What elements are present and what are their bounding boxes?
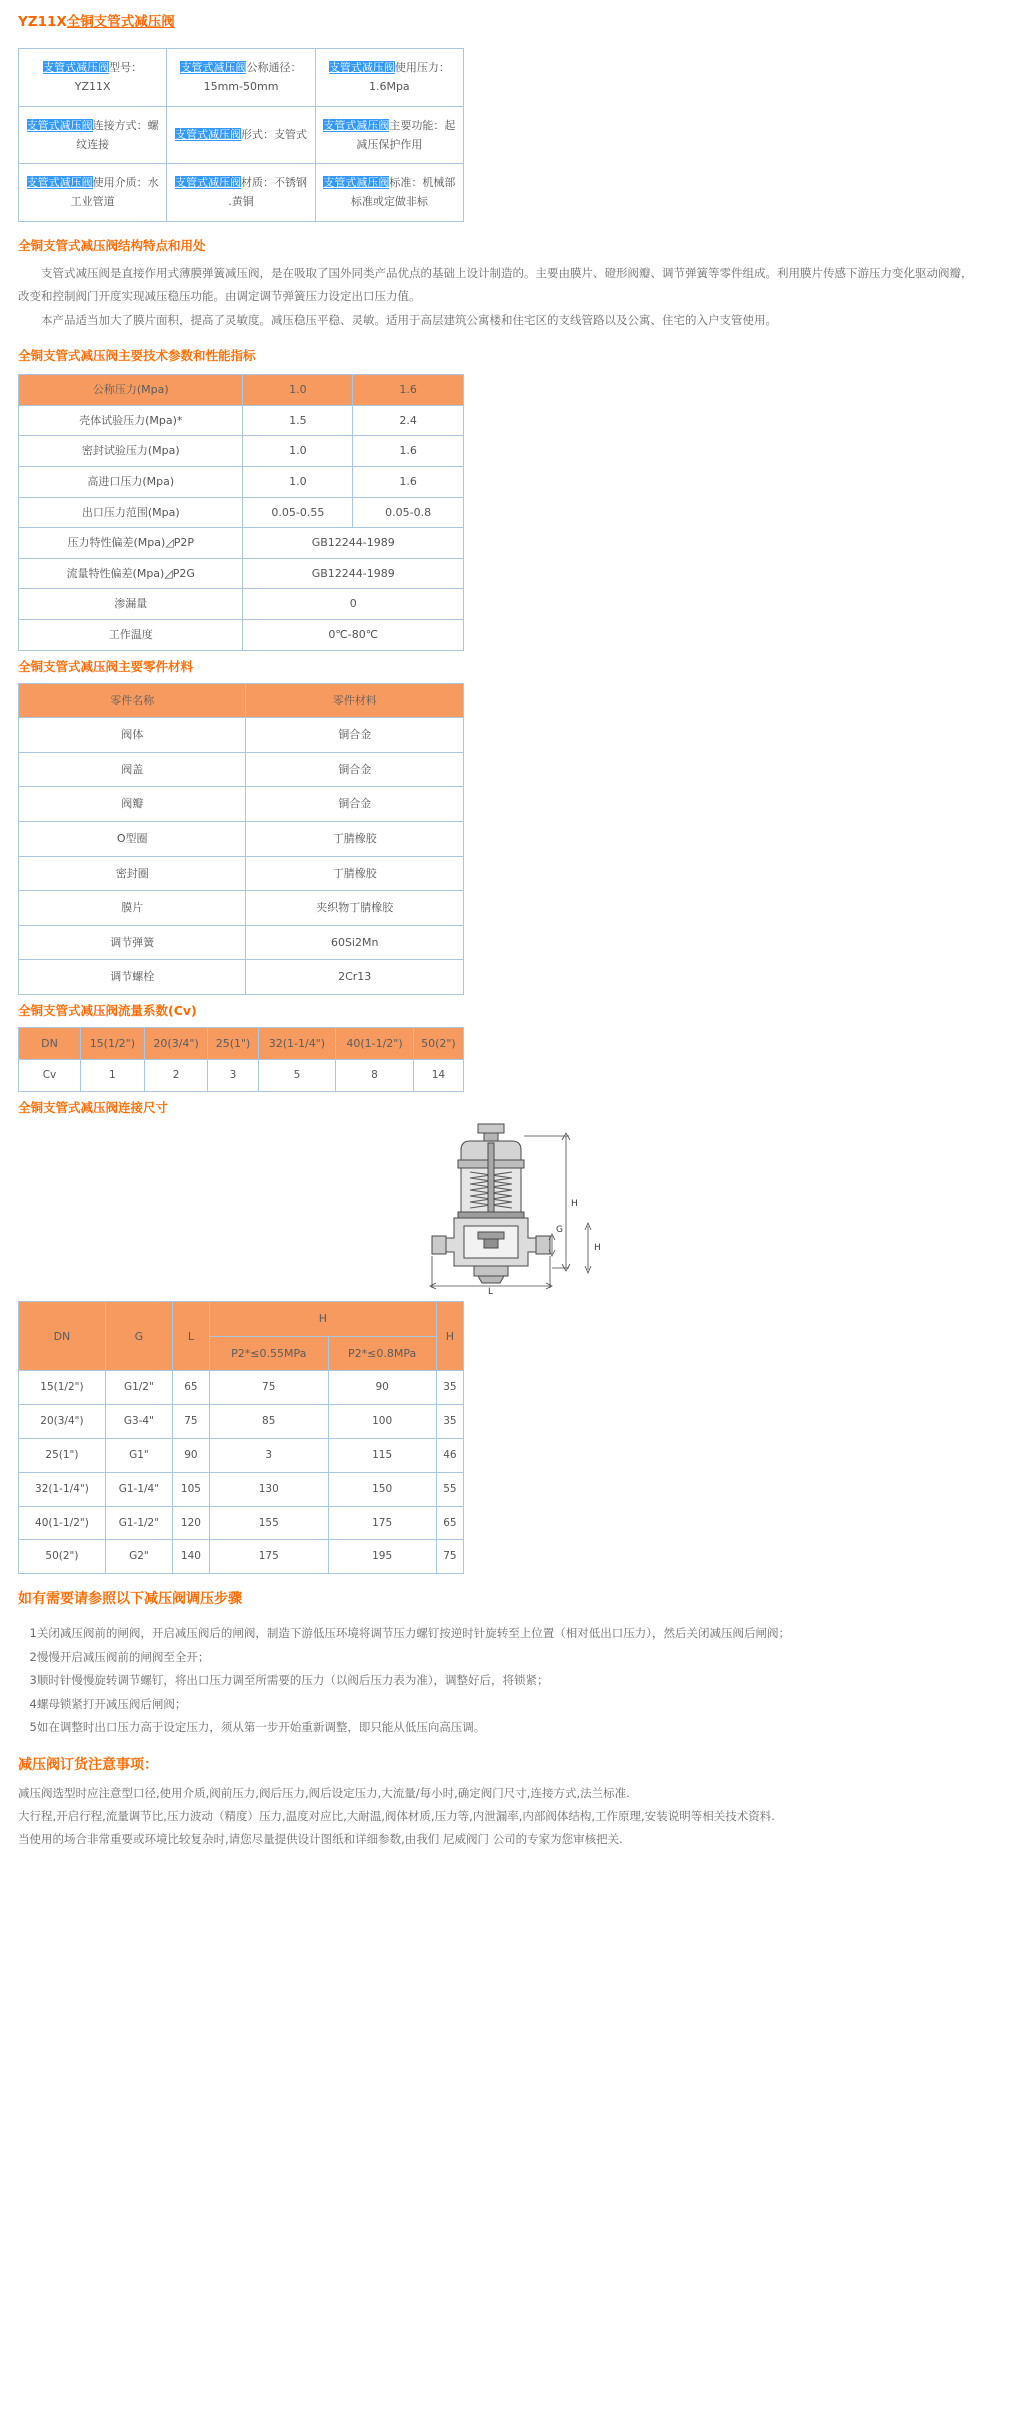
tech-row-value: 0.05-0.8: [353, 497, 464, 528]
table-row: [19, 1439, 464, 1473]
dims-cell: 85: [209, 1405, 328, 1439]
tech-row-value: 1.6: [353, 436, 464, 467]
step-item: 2慢慢开启减压阀前的闸阀至全开；: [29, 1649, 210, 1664]
table-header-row: [19, 1302, 464, 1337]
dims-cell: G3-4": [105, 1405, 172, 1439]
dims-cell: 115: [328, 1439, 436, 1473]
tech-row-label: 出口压力范围(Mpa): [19, 497, 243, 528]
part-name: 调节螺栓: [19, 960, 246, 995]
tech-row-label: 壳体试验压力(Mpa)*: [19, 405, 243, 436]
table-row: [19, 49, 464, 107]
dims-header-cell: G: [105, 1302, 172, 1371]
table-row: [19, 1506, 464, 1540]
tech-row-value: GB12244-1989: [243, 528, 464, 559]
dims-cell: 175: [328, 1506, 436, 1540]
spec-cell-text: 使用压力：1.6Mpa: [368, 61, 450, 94]
dims-cell: G1-1/2": [105, 1506, 172, 1540]
cv-header-cell: 20(3/4"): [144, 1027, 208, 1060]
spec-cell-link[interactable]: 支管式减压阀: [180, 61, 247, 74]
note-item: 减压阀选型时应注意型口径,使用介质,阀前压力,阀后压力,阀后设定压力,大流量/每小时,确定阀门尺寸,连接方式,法兰标准.: [18, 1786, 630, 1801]
part-material: 丁腈橡胶: [246, 856, 464, 891]
table-row: [19, 718, 464, 753]
structure-paragraphs: [18, 262, 978, 333]
spec-cell: [19, 106, 167, 164]
spec-cell: [19, 49, 167, 107]
part-name: 阀体: [19, 718, 246, 753]
part-material: 2Cr13: [246, 960, 464, 995]
spec-cell-text: 主要功能：起减压保护作用: [356, 118, 456, 151]
note-item: 当使用的场合非常重要或环境比较复杂时,请您尽量提供设计图纸和详细参数,由我们 尼威阀门 公司的专家为您审核把关.: [18, 1832, 623, 1847]
dims-cell: 25(1"): [19, 1439, 106, 1473]
valve-cross-section-svg: [366, 1120, 656, 1295]
table-row: [19, 497, 464, 528]
spec-cell-link[interactable]: 支管式减压阀: [26, 176, 93, 189]
tech-params-table: [18, 374, 464, 650]
page-title: [0, 0, 1021, 30]
spec-cell: [167, 106, 315, 164]
dims-cell: 3: [209, 1439, 328, 1473]
table-row: [19, 891, 464, 926]
cv-header-cell: 25(1"): [208, 1027, 258, 1060]
tech-header-cell: 1.0: [243, 375, 353, 406]
cv-header-cell: 50(2"): [413, 1027, 463, 1060]
table-row: [19, 558, 464, 589]
part-material: 铜合金: [246, 787, 464, 822]
dims-header-cell: DN: [19, 1302, 106, 1371]
dims-cell: 20(3/4"): [19, 1405, 106, 1439]
cv-header-cell: 15(1/2"): [81, 1027, 145, 1060]
tech-row-label: 高进口压力(Mpa): [19, 466, 243, 497]
table-row: [19, 1405, 464, 1439]
part-name: O型圈: [19, 821, 246, 856]
dimensions-table: [18, 1301, 464, 1574]
table-row: [19, 164, 464, 222]
part-name: 膜片: [19, 891, 246, 926]
cv-value-cell: 3: [208, 1060, 258, 1092]
tech-row-label: 流量特性偏差(Mpa)◿P2G: [19, 558, 243, 589]
table-header-row: [19, 683, 464, 718]
dims-cell: 75: [209, 1371, 328, 1405]
table-row: [19, 787, 464, 822]
table-row: [19, 960, 464, 995]
tech-row-value: GB12244-1989: [243, 558, 464, 589]
tech-row-value: 1.6: [353, 466, 464, 497]
dims-cell: 140: [172, 1540, 209, 1574]
spec-cell-link[interactable]: 支管式减压阀: [328, 61, 395, 74]
notes-list: [18, 1782, 998, 1869]
structure-paragraph: 支管式减压阀是直接作用式薄膜弹簧减压阀，是在吸取了国外同类产品优点的基础上设计制造的。主要由膜片、磴形阀瓣、调节弹簧等零件组成。利用膜片传感下游压力变化驱动阀瓣，改变和控制阀门开度实现减压稳压功能。由调定调节弹簧压力设定出口压力值。: [18, 265, 973, 304]
table-row: [19, 589, 464, 620]
spec-cell-link[interactable]: 支管式减压阀: [174, 176, 241, 189]
dims-cell: 40(1-1/2"): [19, 1506, 106, 1540]
parts-material-table: [18, 683, 464, 995]
dims-cell: 35: [436, 1371, 463, 1405]
dims-cell: 150: [328, 1472, 436, 1506]
tech-row-value: 1.0: [243, 436, 353, 467]
part-material: 60Si2Mn: [246, 925, 464, 960]
dims-cell: 55: [436, 1472, 463, 1506]
tech-row-value: 2.4: [353, 405, 464, 436]
dims-cell: 130: [209, 1472, 328, 1506]
cv-value-cell: 8: [336, 1060, 414, 1092]
cv-header-cell: 40(1-1/2"): [336, 1027, 414, 1060]
dims-cell: 195: [328, 1540, 436, 1574]
cv-value-cell: 5: [258, 1060, 336, 1092]
table-row: [19, 106, 464, 164]
parts-heading: 全铜支管式减压阀主要零件材料: [18, 658, 194, 674]
tech-row-value: 1.5: [243, 405, 353, 436]
table-row: [19, 1472, 464, 1506]
spec-cell-text: 连接方式：螺纹连接: [76, 118, 159, 151]
table-row: [19, 466, 464, 497]
part-name: 密封圈: [19, 856, 246, 891]
tech-row-label: 密封试验压力(Mpa): [19, 436, 243, 467]
table-row: [19, 925, 464, 960]
dims-cell: 90: [328, 1371, 436, 1405]
part-name: 阀盖: [19, 752, 246, 787]
part-name: 调节弹簧: [19, 925, 246, 960]
dims-cell: G1": [105, 1439, 172, 1473]
dims-cell: 155: [209, 1506, 328, 1540]
dims-cell: G2": [105, 1540, 172, 1574]
note-item: 大行程,开启行程,流量调节比,压力波动（精度）压力,温度对应比,大耐温,阀体材质,压力等,内泄漏率,内部阀体结构,工作原理,安装说明等相关技术资料.: [18, 1809, 775, 1824]
table-row: [19, 821, 464, 856]
tech-row-label: 工作温度: [19, 619, 243, 650]
dims-cell: 120: [172, 1506, 209, 1540]
cv-header-cell: DN: [19, 1027, 81, 1060]
drawing-label-H-lower: H: [593, 1243, 601, 1254]
dims-header-cell-H: H: [209, 1302, 436, 1337]
spec-cell-link[interactable]: 支管式减压阀: [323, 118, 390, 132]
cv-table: [18, 1027, 464, 1092]
spec-cell-text: 型号：YZ11X: [74, 61, 143, 94]
part-material: 丁腈橡胶: [246, 821, 464, 856]
structure-paragraph: 本产品适当加大了膜片面积，提高了灵敏度。减压稳压平稳、灵敏。适用于高层建筑公寓楼和住宅区的支线管路以及公寓、住宅的入户支管使用。: [41, 312, 777, 327]
cv-value-cell: Cv: [19, 1060, 81, 1092]
dims-cell: 75: [436, 1540, 463, 1574]
dims-cell: 15(1/2"): [19, 1371, 106, 1405]
table-row: [19, 1540, 464, 1574]
dims-header-cell: L: [172, 1302, 209, 1371]
table-row: [19, 405, 464, 436]
table-header-row: [19, 1027, 464, 1060]
parts-header-cell: 零件名称: [19, 683, 246, 718]
spec-cell-link[interactable]: 支管式减压阀: [174, 128, 241, 142]
page-title-link[interactable]: 全铜支管式减压阀: [66, 14, 175, 30]
spec-cell: [167, 164, 315, 222]
dims-cell: 100: [328, 1405, 436, 1439]
tech-heading: 全铜支管式减压阀主要技术参数和性能指标: [18, 348, 256, 364]
dims-cell: 75: [172, 1405, 209, 1439]
step-item: 4螺母锁紧打开减压阀后闸阀；: [29, 1696, 187, 1711]
dims-cell: 65: [172, 1371, 209, 1405]
steps-heading: 如有需要请参照以下减压阀调压步骤: [18, 1591, 242, 1608]
spec-cell: [167, 49, 315, 107]
table-row: [19, 752, 464, 787]
dims-cell: 32(1-1/4"): [19, 1472, 106, 1506]
dims-heading: 全铜支管式减压阀连接尺寸: [18, 1100, 169, 1116]
tech-row-value: 0: [243, 589, 464, 620]
table-row: [19, 528, 464, 559]
tech-header-cell: 1.6: [353, 375, 464, 406]
table-row: [19, 1060, 464, 1092]
dims-cell: 50(2"): [19, 1540, 106, 1574]
table-row: [19, 619, 464, 650]
spec-cell-text: 使用介质：水工业管道: [70, 176, 159, 209]
cv-value-cell: 1: [81, 1060, 145, 1092]
tech-header-cell: 公称压力(Mpa): [19, 375, 243, 406]
spec-cell-link[interactable]: 支管式减压阀: [43, 61, 110, 74]
part-name: 阀瓣: [19, 787, 246, 822]
dims-cell: 105: [172, 1472, 209, 1506]
dims-cell: 35: [436, 1405, 463, 1439]
step-item: 1关闭减压阀前的闸阀，开启减压阀后的闸阀，制造下游低压环境将调节压力螺钉按逆时针旋转至上位置（相对低出口压力），然后关闭减压阀后闸阀；: [29, 1626, 791, 1641]
cv-heading: 全铜支管式减压阀流量系数(Cv): [18, 1002, 197, 1018]
spec-cell-link[interactable]: 支管式减压阀: [26, 118, 93, 132]
drawing-label-H-right: H: [570, 1199, 578, 1210]
cv-value-cell: 14: [413, 1060, 463, 1092]
table-row: [19, 856, 464, 891]
cv-header-cell: 32(1-1/4"): [258, 1027, 336, 1060]
table-row: [19, 1371, 464, 1405]
page-title-model: YZ11X: [18, 14, 67, 30]
spec-cell-text: 公称通径：15mm-50mm: [203, 61, 302, 94]
spec-table: [18, 48, 464, 222]
dims-cell: G1/2": [105, 1371, 172, 1405]
tech-row-label: 渗漏量: [19, 589, 243, 620]
dims-cell: G1-1/4": [105, 1472, 172, 1506]
step-item: 5如在调整时出口压力高于设定压力，须从第一步开始重新调整，即只能从低压向高压调。: [29, 1720, 486, 1735]
tech-row-value: 0℃-80℃: [243, 619, 464, 650]
dims-cell: 175: [209, 1540, 328, 1574]
steps-list: [18, 1622, 978, 1740]
tech-row-value: 1.0: [243, 466, 353, 497]
spec-cell-text: 标准：机械部标准或定做非标: [350, 176, 456, 209]
valve-drawing: [0, 1120, 1021, 1295]
spec-cell: [315, 164, 463, 222]
dims-header-cell-H2: H: [436, 1302, 463, 1371]
part-material: 铜合金: [246, 718, 464, 753]
dims-subheader-cell: P2*≤0.8MPa: [328, 1336, 436, 1371]
notes-heading: 减压阀订货注意事项：: [18, 1757, 158, 1774]
spec-cell: [315, 106, 463, 164]
part-material: 夹织物丁腈橡胶: [246, 891, 464, 926]
dims-cell: 46: [436, 1439, 463, 1473]
cv-value-cell: 2: [144, 1060, 208, 1092]
part-material: 铜合金: [246, 752, 464, 787]
drawing-label-G: G: [555, 1225, 563, 1236]
tech-row-label: 压力特性偏差(Mpa)◿P2P: [19, 528, 243, 559]
drawing-label-L: L: [487, 1287, 493, 1296]
dims-subheader-cell: P2*≤0.55MPa: [209, 1336, 328, 1371]
spec-cell-text: 形式：支管式: [240, 128, 307, 142]
parts-header-cell: 零件材料: [246, 683, 464, 718]
spec-cell-link[interactable]: 支管式减压阀: [323, 176, 390, 189]
structure-heading: 全铜支管式减压阀结构特点和用处: [18, 237, 206, 253]
dims-cell: 65: [436, 1506, 463, 1540]
spec-cell-text: 材质：不锈钢 .黄铜: [228, 176, 307, 209]
spec-cell: [315, 49, 463, 107]
step-item: 3顺时针慢慢旋转调节螺钉，将出口压力调至所需要的压力（以阀后压力表为准），调整好后，将锁紧；: [29, 1673, 549, 1688]
spec-cell: [19, 164, 167, 222]
table-header-row: [19, 375, 464, 406]
dims-cell: 90: [172, 1439, 209, 1473]
tech-row-value: 0.05-0.55: [243, 497, 353, 528]
table-row: [19, 436, 464, 467]
